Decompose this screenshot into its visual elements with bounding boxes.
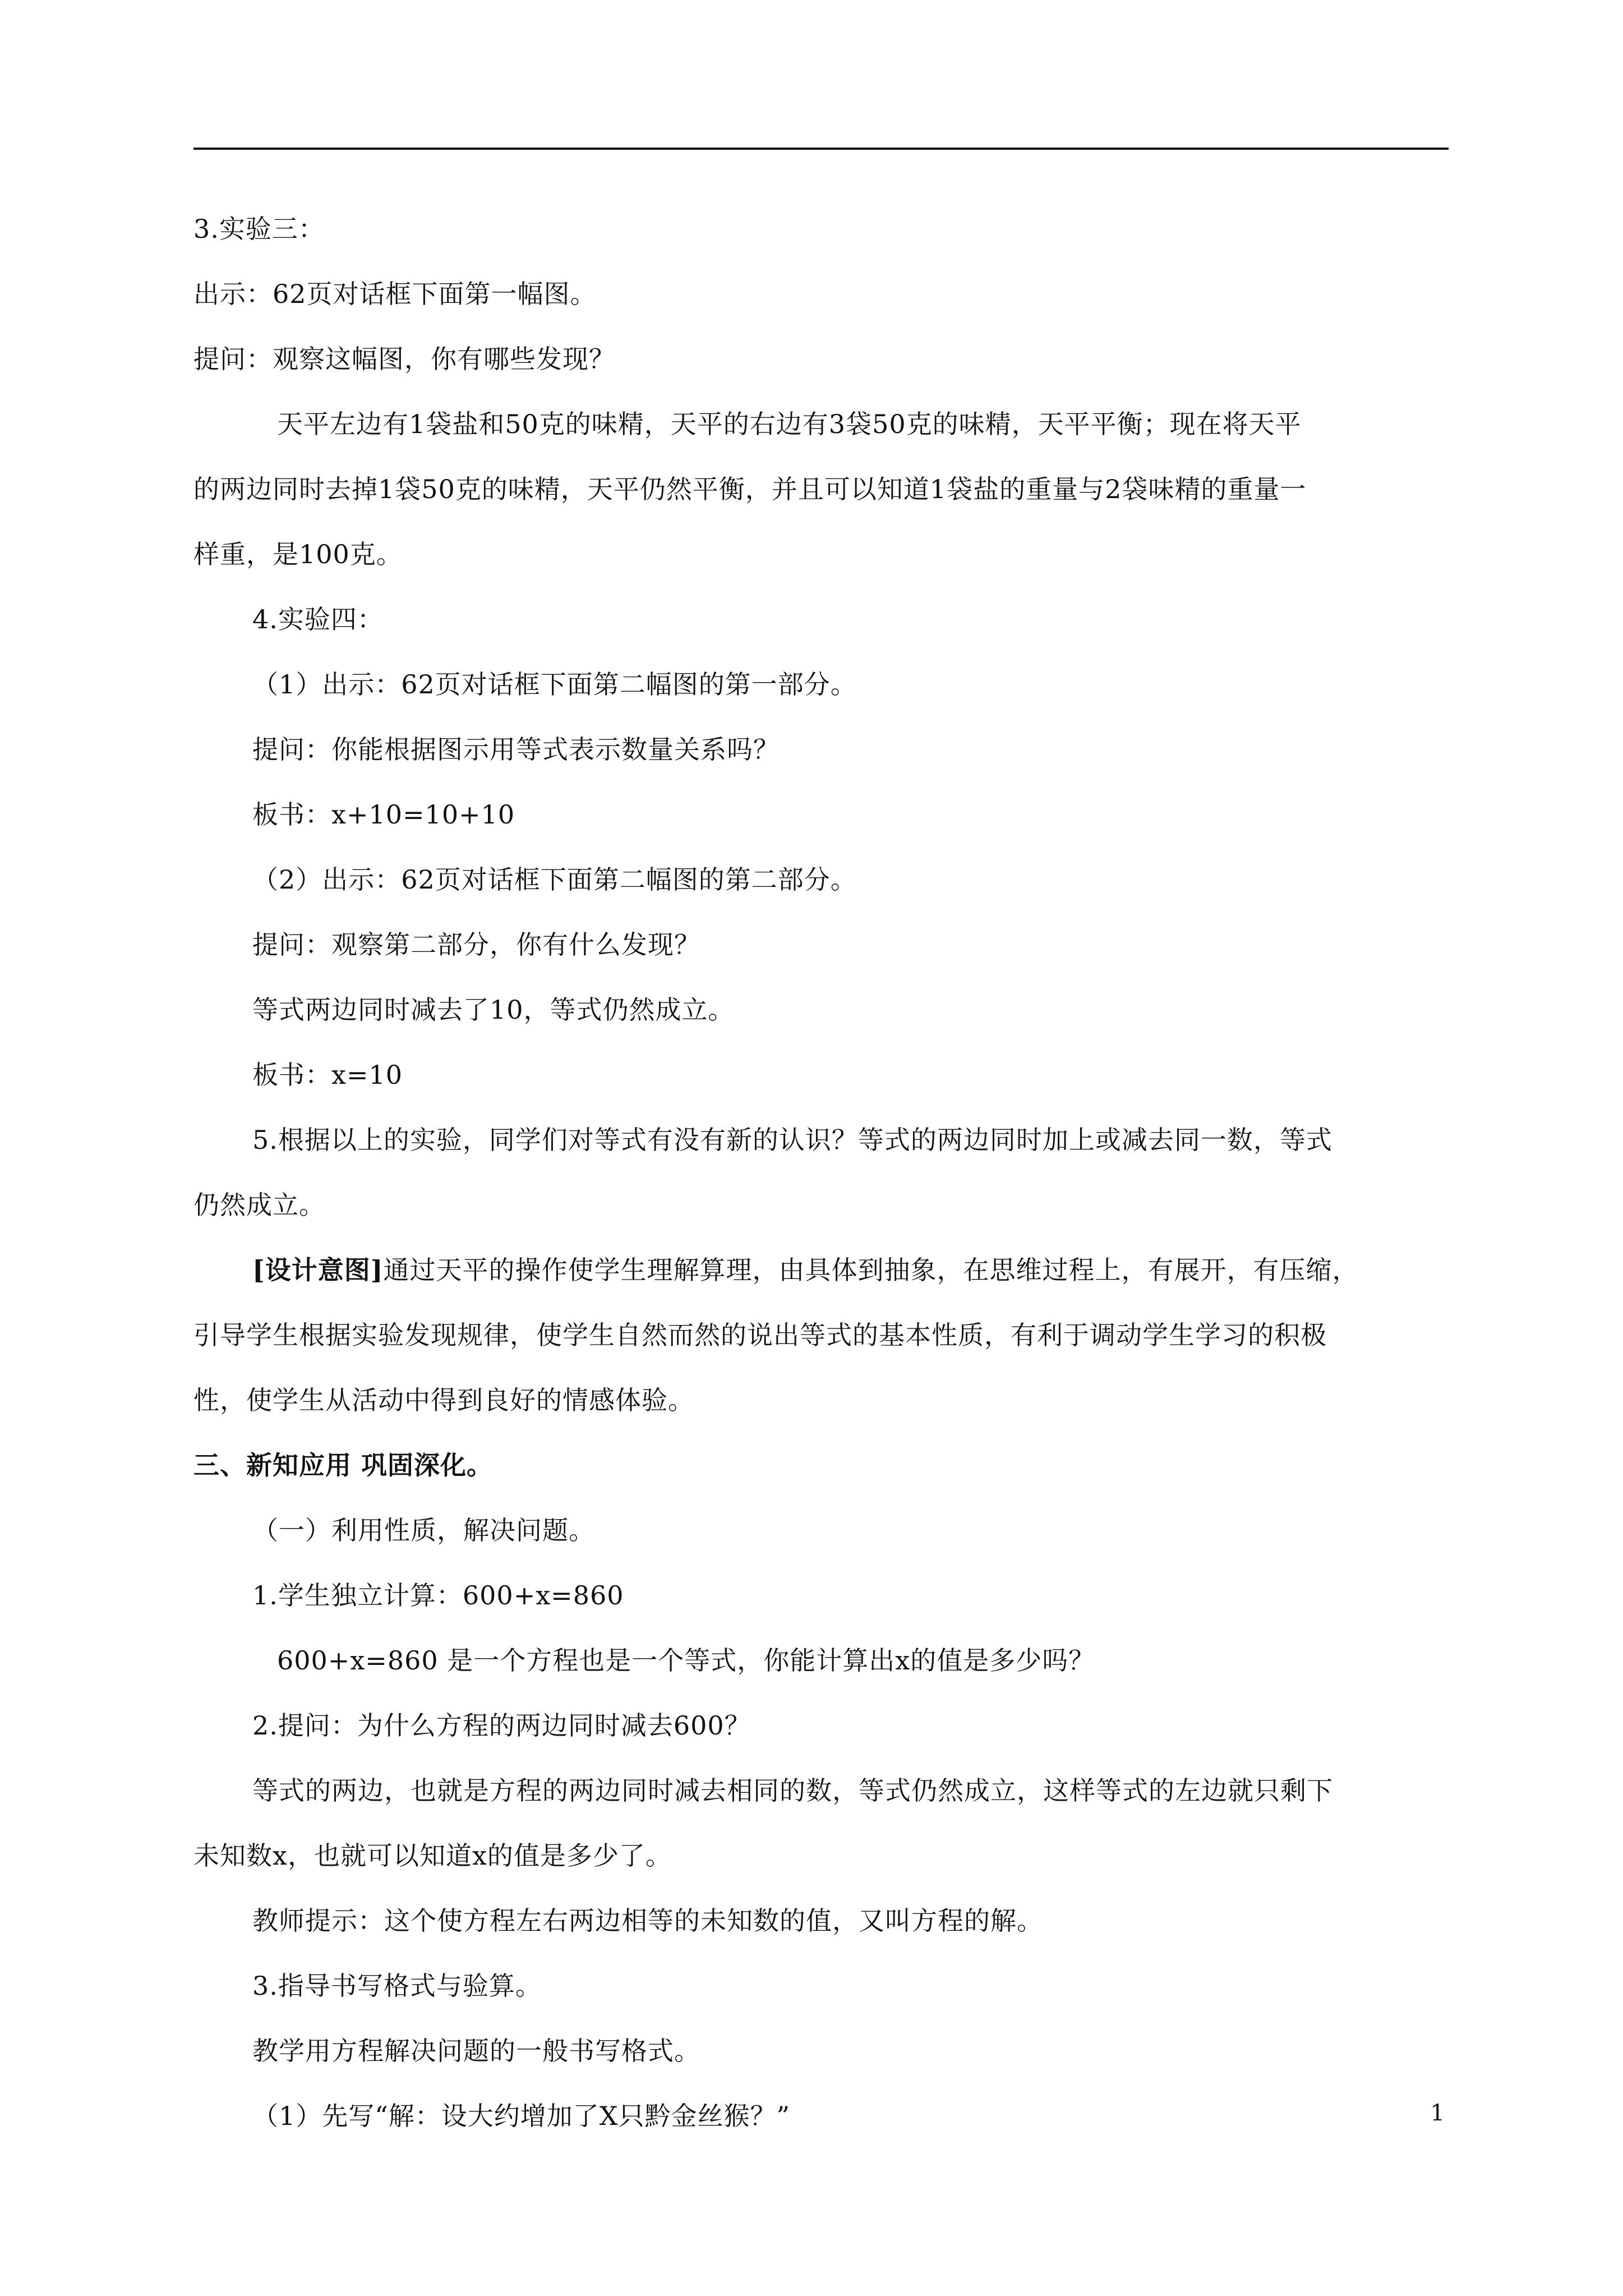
line-general-format: 教学用方程解决问题的一般书写格式。 (252, 2036, 700, 2066)
line-design-intent-2: 引导学生根据实验发现规律，使学生自然而然的说出等式的基本性质，有利于调动学生学习的积极 (193, 1320, 1327, 1350)
line-explanation-1: 等式的两边，也就是方程的两边同时减去相同的数，等式仍然成立，这样等式的左边就只剩下 (252, 1775, 1333, 1806)
line-experiment-3: 3.实验三： (193, 214, 325, 244)
line-question-observe: 提问：观察这幅图，你有哪些发现？ (193, 344, 615, 374)
line-balance-para-3: 样重，是100克。 (193, 539, 403, 569)
line-question-equation: 提问：你能根据图示用等式表示数量关系吗？ (252, 734, 780, 765)
line-balance-para-2: 的两边同时去掉1袋50克的味精，天平仍然平衡，并且可以知道1袋盐的重量与2袋味精的重量一 (193, 474, 1307, 504)
line-explanation-2: 未知数x，也就可以知道x的值是多少了。 (193, 1841, 672, 1871)
line-balance-para-1: 天平左边有1袋盐和50克的味精，天平的右边有3袋50克的味精，天平平衡；现在将天平 (277, 409, 1302, 439)
line-question-second-part: 提问：观察第二部分，你有什么发现？ (252, 930, 700, 960)
line-teacher-hint: 教师提示：这个使方程左右两边相等的未知数的值，又叫方程的解。 (252, 1906, 1043, 1936)
line-experiment-4: 4.实验四： (252, 604, 384, 634)
line-design-intent-1 (252, 1253, 1359, 1287)
line-design-intent-3: 性，使学生从活动中得到良好的情感体验。 (193, 1385, 694, 1415)
line-show-second-image-part-1: （1）出示：62页对话框下面第二幅图的第一部分。 (252, 669, 857, 700)
design-intent-text: 通过天平的操作使学生理解算理，由具体到抽象，在思维过程上，有展开，有压缩， (383, 1255, 1359, 1285)
design-intent-label: [设计意图] (252, 1255, 384, 1285)
header-rule (193, 148, 1449, 150)
line-subsection-one: （一）利用性质，解决问题。 (252, 1515, 595, 1545)
line-show-second-image-part-2: （2）出示：62页对话框下面第二幅图的第二部分。 (252, 864, 857, 895)
line-board-equation-2: 板书：x=10 (252, 1060, 403, 1090)
line-subtract-ten: 等式两边同时减去了10，等式仍然成立。 (252, 995, 735, 1025)
line-board-equation-1: 板书：x+10=10+10 (252, 799, 515, 830)
line-show-first-image: 出示：62页对话框下面第一幅图。 (193, 279, 597, 309)
line-summary-2: 仍然成立。 (193, 1190, 325, 1220)
line-independent-calc: 1.学生独立计算：600+x=860 (252, 1580, 624, 1611)
line-summary-1: 5.根据以上的实验，同学们对等式有没有新的认识？等式的两边同时加上或减去同一数，等式 (252, 1125, 1332, 1155)
section-heading-application: 三、新知应用 巩固深化。 (193, 1450, 494, 1480)
line-equation-question: 600+x=860 是一个方程也是一个等式，你能计算出x的值是多少吗？ (277, 1645, 1095, 1676)
line-step-1: （1）先写“解：设大约增加了X只黔金丝猴？” (252, 2101, 791, 2131)
line-writing-format: 3.指导书写格式与验算。 (252, 1971, 542, 2001)
line-question-subtract-600: 2.提问：为什么方程的两边同时减去600？ (252, 1710, 751, 1741)
page-number: 1 (1430, 2100, 1445, 2126)
